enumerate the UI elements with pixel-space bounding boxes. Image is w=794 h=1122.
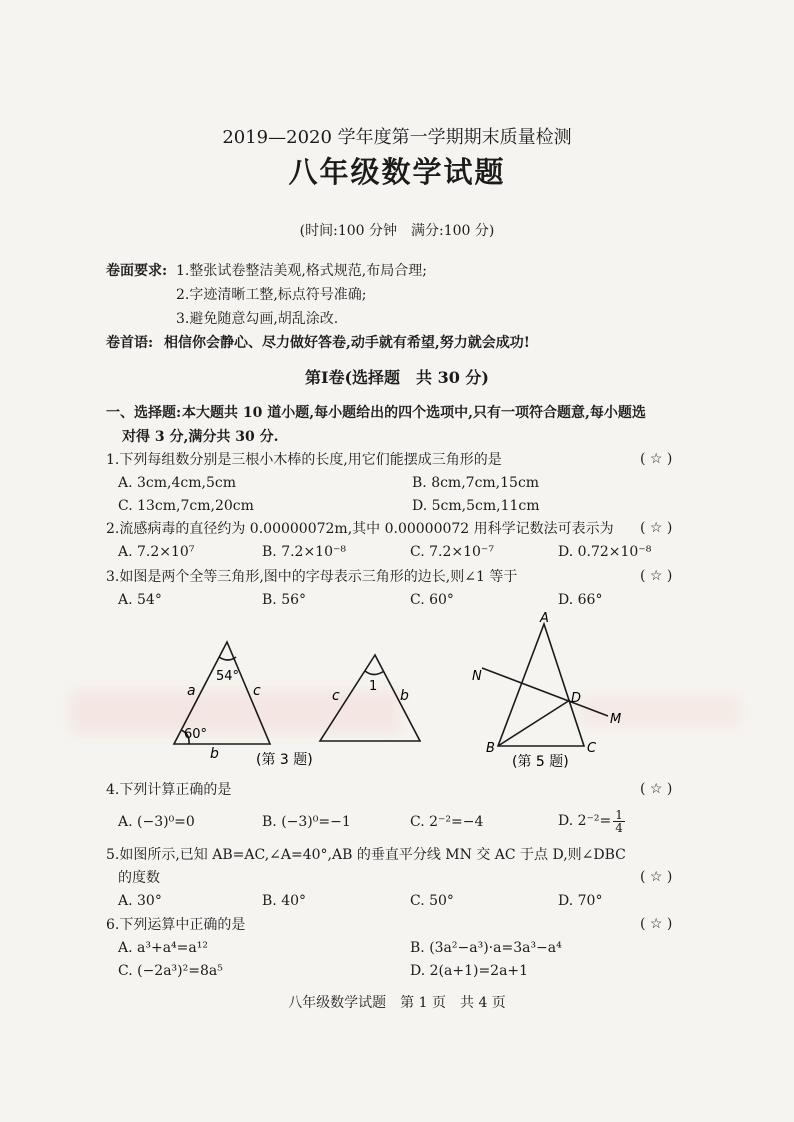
q6-option-d: D. 2(a+1)=2a+1: [410, 963, 529, 979]
part-intro-line-1: 本大题共 10 道小题,每小题给出的四个选项中,只有一项符合题意,每小题选: [182, 405, 646, 421]
fig5-point-m: M: [610, 712, 622, 727]
q4-option-d-text: D. 2⁻²=: [558, 813, 612, 829]
fig3-side-a-label: a: [187, 683, 196, 699]
fig3-side-c-label: c: [253, 683, 261, 699]
page-footer: 八年级数学试题 第 1 页 共 4 页: [288, 995, 506, 1011]
part-intro-line-2: 对得 3 分,满分共 30 分.: [122, 429, 279, 445]
fig5-caption: (第 5 题): [512, 754, 569, 770]
part-intro-label: 一、选择题:: [106, 405, 182, 421]
question-5-stem-cont: 的度数: [118, 870, 160, 886]
question-4-star: ( ☆ ): [640, 781, 673, 797]
requirement-1: 1.整张试卷整洁美观,格式规范,布局合理;: [176, 263, 427, 279]
question-2-star: ( ☆ ): [640, 520, 673, 536]
q6-option-b: B. (3a²−a³)·a=3a³−a⁴: [410, 940, 562, 956]
fig3-angle-1-arc: [365, 671, 384, 675]
question-1-stem: 1.下列每组数分别是三根小木棒的长度,用它们能摆成三角形的是: [106, 452, 502, 468]
q2-option-c: C. 7.2×10⁻⁷: [410, 544, 494, 560]
fig3-angle-54-label: 54°: [216, 669, 240, 684]
figure-5: [466, 610, 636, 775]
question-3-star: ( ☆ ): [640, 568, 673, 584]
fraction-denominator: 4: [615, 820, 623, 835]
q4-option-d-fraction: [613, 809, 625, 834]
q3-option-a: A. 54°: [118, 592, 162, 608]
q2-option-a: A. 7.2×10⁷: [118, 544, 195, 560]
fig5-segment-bd: [498, 700, 570, 746]
exam-title: 八年级数学试题: [288, 155, 506, 189]
q4-option-c: C. 2⁻²=−4: [410, 814, 484, 830]
fig5-point-c: C: [587, 741, 597, 756]
fig5-triangle-abc: [498, 624, 584, 746]
question-5-stem: 5.如图所示,已知 AB=AC,∠A=40°,AB 的垂直平分线 MN 交 AC 于点 D,则∠DBC: [106, 847, 626, 863]
q2-option-d: D. 0.72×10⁻⁸: [558, 544, 652, 560]
q3-option-c: C. 60°: [410, 592, 454, 608]
exam-header: 2019—2020 学年度第一学期期末质量检测: [222, 127, 572, 148]
q3-option-d: D. 66°: [558, 592, 603, 608]
motto-label: 卷首语:: [106, 335, 154, 351]
fig3-right-side-b-label: b: [400, 688, 409, 704]
motto: 相信你会静心、尽力做好答卷,动手就有希望,努力就会成功!: [164, 335, 530, 351]
q1-option-d: D. 5cm,5cm,11cm: [412, 498, 540, 514]
fig5-point-d: D: [571, 691, 582, 706]
question-2-stem: 2.流感病毒的直径约为 0.00000072m,其中 0.00000072 用科学记数法可表示为: [106, 521, 614, 537]
q5-option-c: C. 50°: [410, 893, 454, 909]
q6-option-a: A. a³+a⁴=a¹²: [118, 940, 208, 956]
figure-3: [150, 630, 440, 770]
requirement-2: 2.字迹清晰工整,标点符号准确;: [176, 287, 367, 303]
section-title: 第Ⅰ卷(选择题 共 30 分): [304, 368, 490, 387]
q1-option-b: B. 8cm,7cm,15cm: [412, 475, 540, 491]
q5-option-a: A. 30°: [118, 893, 162, 909]
q5-option-b: B. 40°: [262, 893, 307, 909]
fig5-point-a: A: [540, 611, 549, 626]
q2-option-b: B. 7.2×10⁻⁸: [262, 544, 346, 560]
q4-option-a: A. (−3)⁰=0: [118, 814, 195, 830]
q1-option-c: C. 13cm,7cm,20cm: [118, 498, 254, 514]
q5-option-d: D. 70°: [558, 893, 603, 909]
question-3-stem: 3.如图是两个全等三角形,图中的字母表示三角形的边长,则∠1 等于: [106, 569, 518, 585]
exam-info: (时间:100 分钟 满分:100 分): [299, 223, 495, 239]
q4-option-d: [558, 806, 625, 836]
fig3-angle-1-label: 1: [369, 679, 378, 694]
fig3-side-b-label: b: [210, 746, 219, 762]
q6-option-c: C. (−2a³)²=8a⁵: [118, 963, 223, 979]
fig5-point-b: B: [486, 741, 495, 756]
q1-option-a: A. 3cm,4cm,5cm: [118, 475, 236, 491]
q4-option-b: B. (−3)⁰=−1: [262, 814, 351, 830]
fig3-caption: (第 3 题): [256, 752, 313, 768]
requirement-3: 3.避免随意勾画,胡乱涂改.: [176, 311, 339, 327]
fig3-angle-60-label: 60°: [184, 727, 208, 742]
fig5-point-n: N: [472, 669, 482, 684]
question-5-star: ( ☆ ): [640, 869, 673, 885]
fig5-line-mn: [482, 668, 608, 716]
fig3-right-side-c-label: c: [332, 688, 340, 704]
question-6-stem: 6.下列运算中正确的是: [106, 917, 246, 933]
question-4-stem: 4.下列计算正确的是: [106, 782, 232, 798]
question-1-star: ( ☆ ): [640, 451, 673, 467]
q3-option-b: B. 56°: [262, 592, 307, 608]
requirements-label: 卷面要求:: [106, 263, 168, 279]
question-6-star: ( ☆ ): [640, 916, 673, 932]
fraction-numerator: 1: [615, 807, 623, 822]
